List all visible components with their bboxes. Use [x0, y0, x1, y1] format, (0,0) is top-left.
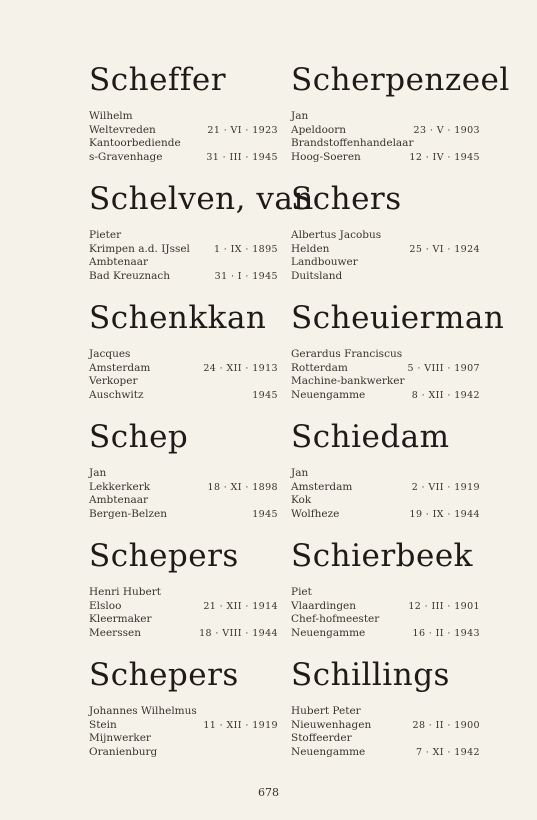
death-line	[89, 627, 289, 641]
death-date: 18 · VIII · 1944	[199, 627, 278, 639]
death-date: 31 · I · 1945	[214, 270, 278, 282]
person-entry	[291, 538, 491, 657]
occupation: Chef-hofmeester	[291, 613, 380, 625]
birth-date: 24 · XII · 1913	[203, 362, 278, 374]
birth-place: Krimpen a.d. IJssel	[89, 242, 190, 255]
surname-heading: Schers	[291, 181, 402, 217]
occupation-line	[291, 375, 491, 389]
occupation: Kleermaker	[89, 613, 152, 625]
birth-place: Apeldoorn	[291, 123, 347, 136]
death-date: 12 · IV · 1945	[409, 151, 480, 163]
first-names: Henri Hubert	[89, 586, 161, 598]
death-line	[291, 508, 491, 522]
first-names: Jacques	[89, 348, 131, 360]
occupation-line	[89, 732, 289, 746]
first-names: Jan	[291, 467, 309, 479]
surname-heading: Schiedam	[291, 419, 450, 455]
death-place: Bergen-Belzen	[89, 507, 167, 520]
surname-heading: Schenkkan	[89, 300, 267, 336]
first-names-line	[89, 586, 289, 600]
death-place: Auschwitz	[89, 388, 144, 401]
birth-date: 25 · VI · 1924	[409, 243, 480, 255]
death-line	[89, 746, 289, 760]
death-line	[89, 270, 289, 284]
surname-heading: Schepers	[89, 657, 239, 693]
birth-date: 11 · XII · 1919	[203, 719, 278, 731]
birth-place: Weltevreden	[89, 123, 156, 136]
birth-place: Lekkerkerk	[89, 480, 151, 493]
death-line	[89, 508, 289, 522]
birth-line	[291, 243, 491, 257]
first-names-line	[89, 705, 289, 719]
birth-date: 28 · II · 1900	[412, 719, 480, 731]
first-names: Pieter	[89, 229, 122, 241]
death-place: Hoog-Soeren	[291, 150, 361, 163]
surname-heading: Schierbeek	[291, 538, 473, 574]
first-names-line	[89, 110, 289, 124]
person-entry	[89, 538, 289, 657]
death-place: Oranienburg	[89, 745, 158, 758]
occupation-line	[291, 256, 491, 270]
first-names-line	[291, 586, 491, 600]
page-number: 678	[258, 786, 279, 799]
first-names: Hubert Peter	[291, 705, 361, 717]
person-entry	[89, 300, 289, 419]
death-line	[291, 627, 491, 641]
occupation-line	[291, 732, 491, 746]
death-place: Meerssen	[89, 626, 141, 639]
person-entry	[89, 62, 289, 181]
person-entry	[291, 419, 491, 538]
right-column	[291, 62, 510, 776]
birth-place: Amsterdam	[291, 480, 353, 493]
first-names-line	[291, 110, 491, 124]
death-date: 1945	[252, 508, 278, 520]
occupation-line	[89, 137, 289, 151]
occupation-line	[291, 137, 491, 151]
occupation: Kok	[291, 494, 312, 506]
death-line	[291, 389, 491, 403]
occupation: Mijnwerker	[89, 732, 151, 744]
birth-date: 18 · XI · 1898	[207, 481, 278, 493]
death-place: Bad Kreuznach	[89, 269, 171, 282]
first-names: Jan	[89, 467, 107, 479]
first-names: Wilhelm	[89, 110, 133, 122]
occupation: Ambtenaar	[89, 256, 148, 268]
death-line	[291, 151, 491, 165]
birth-place: Vlaardingen	[291, 599, 357, 612]
first-names-line	[89, 229, 289, 243]
death-date: 8 · XII · 1942	[411, 389, 480, 401]
birth-date: 21 · VI · 1923	[207, 124, 278, 136]
occupation: Landbouwer	[291, 256, 358, 268]
birth-date: 21 · XII · 1914	[203, 600, 278, 612]
birth-place: Helden	[291, 242, 330, 255]
person-entry	[89, 419, 289, 538]
death-date: 1945	[252, 389, 278, 401]
occupation: Verkoper	[89, 375, 138, 387]
surname-heading: Scheuierman	[291, 300, 505, 336]
first-names-line	[89, 348, 289, 362]
birth-date: 12 · III · 1901	[408, 600, 480, 612]
death-line	[291, 270, 491, 284]
death-place: Neuengamme	[291, 626, 366, 639]
birth-place: Nieuwenhagen	[291, 718, 372, 731]
person-entry	[291, 300, 505, 419]
occupation: Ambtenaar	[89, 494, 148, 506]
surname-heading: Scherpenzeel	[291, 62, 510, 98]
occupation-line	[89, 256, 289, 270]
surname-heading: Scheffer	[89, 62, 227, 98]
first-names-line	[291, 229, 491, 243]
death-line	[89, 151, 289, 165]
birth-line	[291, 719, 491, 733]
birth-line	[291, 481, 491, 495]
death-place: s-Gravenhage	[89, 150, 163, 163]
person-entry	[291, 657, 491, 776]
birth-date: 2 · VII · 1919	[411, 481, 480, 493]
death-place: Wolfheze	[291, 507, 340, 520]
death-date: 31 · III · 1945	[206, 151, 278, 163]
occupation: Brandstoffenhandelaar	[291, 137, 414, 149]
birth-line	[89, 124, 289, 138]
first-names: Piet	[291, 586, 312, 598]
person-entry	[89, 657, 289, 776]
death-date: 7 · XI · 1942	[415, 746, 480, 758]
first-names-line	[89, 467, 289, 481]
birth-place: Elsloo	[89, 599, 122, 612]
birth-date: 5 · VIII · 1907	[407, 362, 480, 374]
death-place: Neuengamme	[291, 745, 366, 758]
occupation-line	[89, 375, 289, 389]
birth-date: 1 · IX · 1895	[213, 243, 278, 255]
occupation-line	[291, 494, 491, 508]
person-entry	[291, 62, 510, 181]
birth-line	[291, 362, 491, 376]
person-entry	[291, 181, 491, 300]
birth-line	[89, 719, 289, 733]
death-date: 16 · II · 1943	[412, 627, 480, 639]
occupation: Stoffeerder	[291, 732, 352, 744]
first-names: Albertus Jacobus	[291, 229, 382, 241]
birth-line	[89, 481, 289, 495]
birth-place: Stein	[89, 718, 117, 731]
birth-line	[291, 124, 491, 138]
birth-line	[89, 243, 289, 257]
death-line	[291, 746, 491, 760]
birth-place: Amsterdam	[89, 361, 151, 374]
occupation-line	[89, 613, 289, 627]
birth-place: Rotterdam	[291, 361, 348, 374]
occupation: Machine-bankwerker	[291, 375, 405, 387]
first-names-line	[291, 348, 491, 362]
first-names-line	[291, 467, 491, 481]
birth-line	[89, 600, 289, 614]
first-names: Jan	[291, 110, 309, 122]
birth-line	[89, 362, 289, 376]
occupation-line	[89, 494, 289, 508]
first-names: Johannes Wilhelmus	[89, 705, 197, 717]
occupation: Kantoorbediende	[89, 137, 181, 149]
surname-heading: Schep	[89, 419, 189, 455]
occupation-line	[291, 613, 491, 627]
surname-heading: Schelven, van	[89, 181, 314, 217]
surname-heading: Schepers	[89, 538, 239, 574]
death-line	[89, 389, 289, 403]
death-place: Neuengamme	[291, 388, 366, 401]
first-names-line	[291, 705, 491, 719]
birth-line	[291, 600, 491, 614]
death-place: Duitsland	[291, 269, 343, 282]
death-date: 19 · IX · 1944	[409, 508, 480, 520]
first-names: Gerardus Franciscus	[291, 348, 403, 360]
surname-heading: Schillings	[291, 657, 450, 693]
birth-date: 23 · V · 1903	[413, 124, 480, 136]
